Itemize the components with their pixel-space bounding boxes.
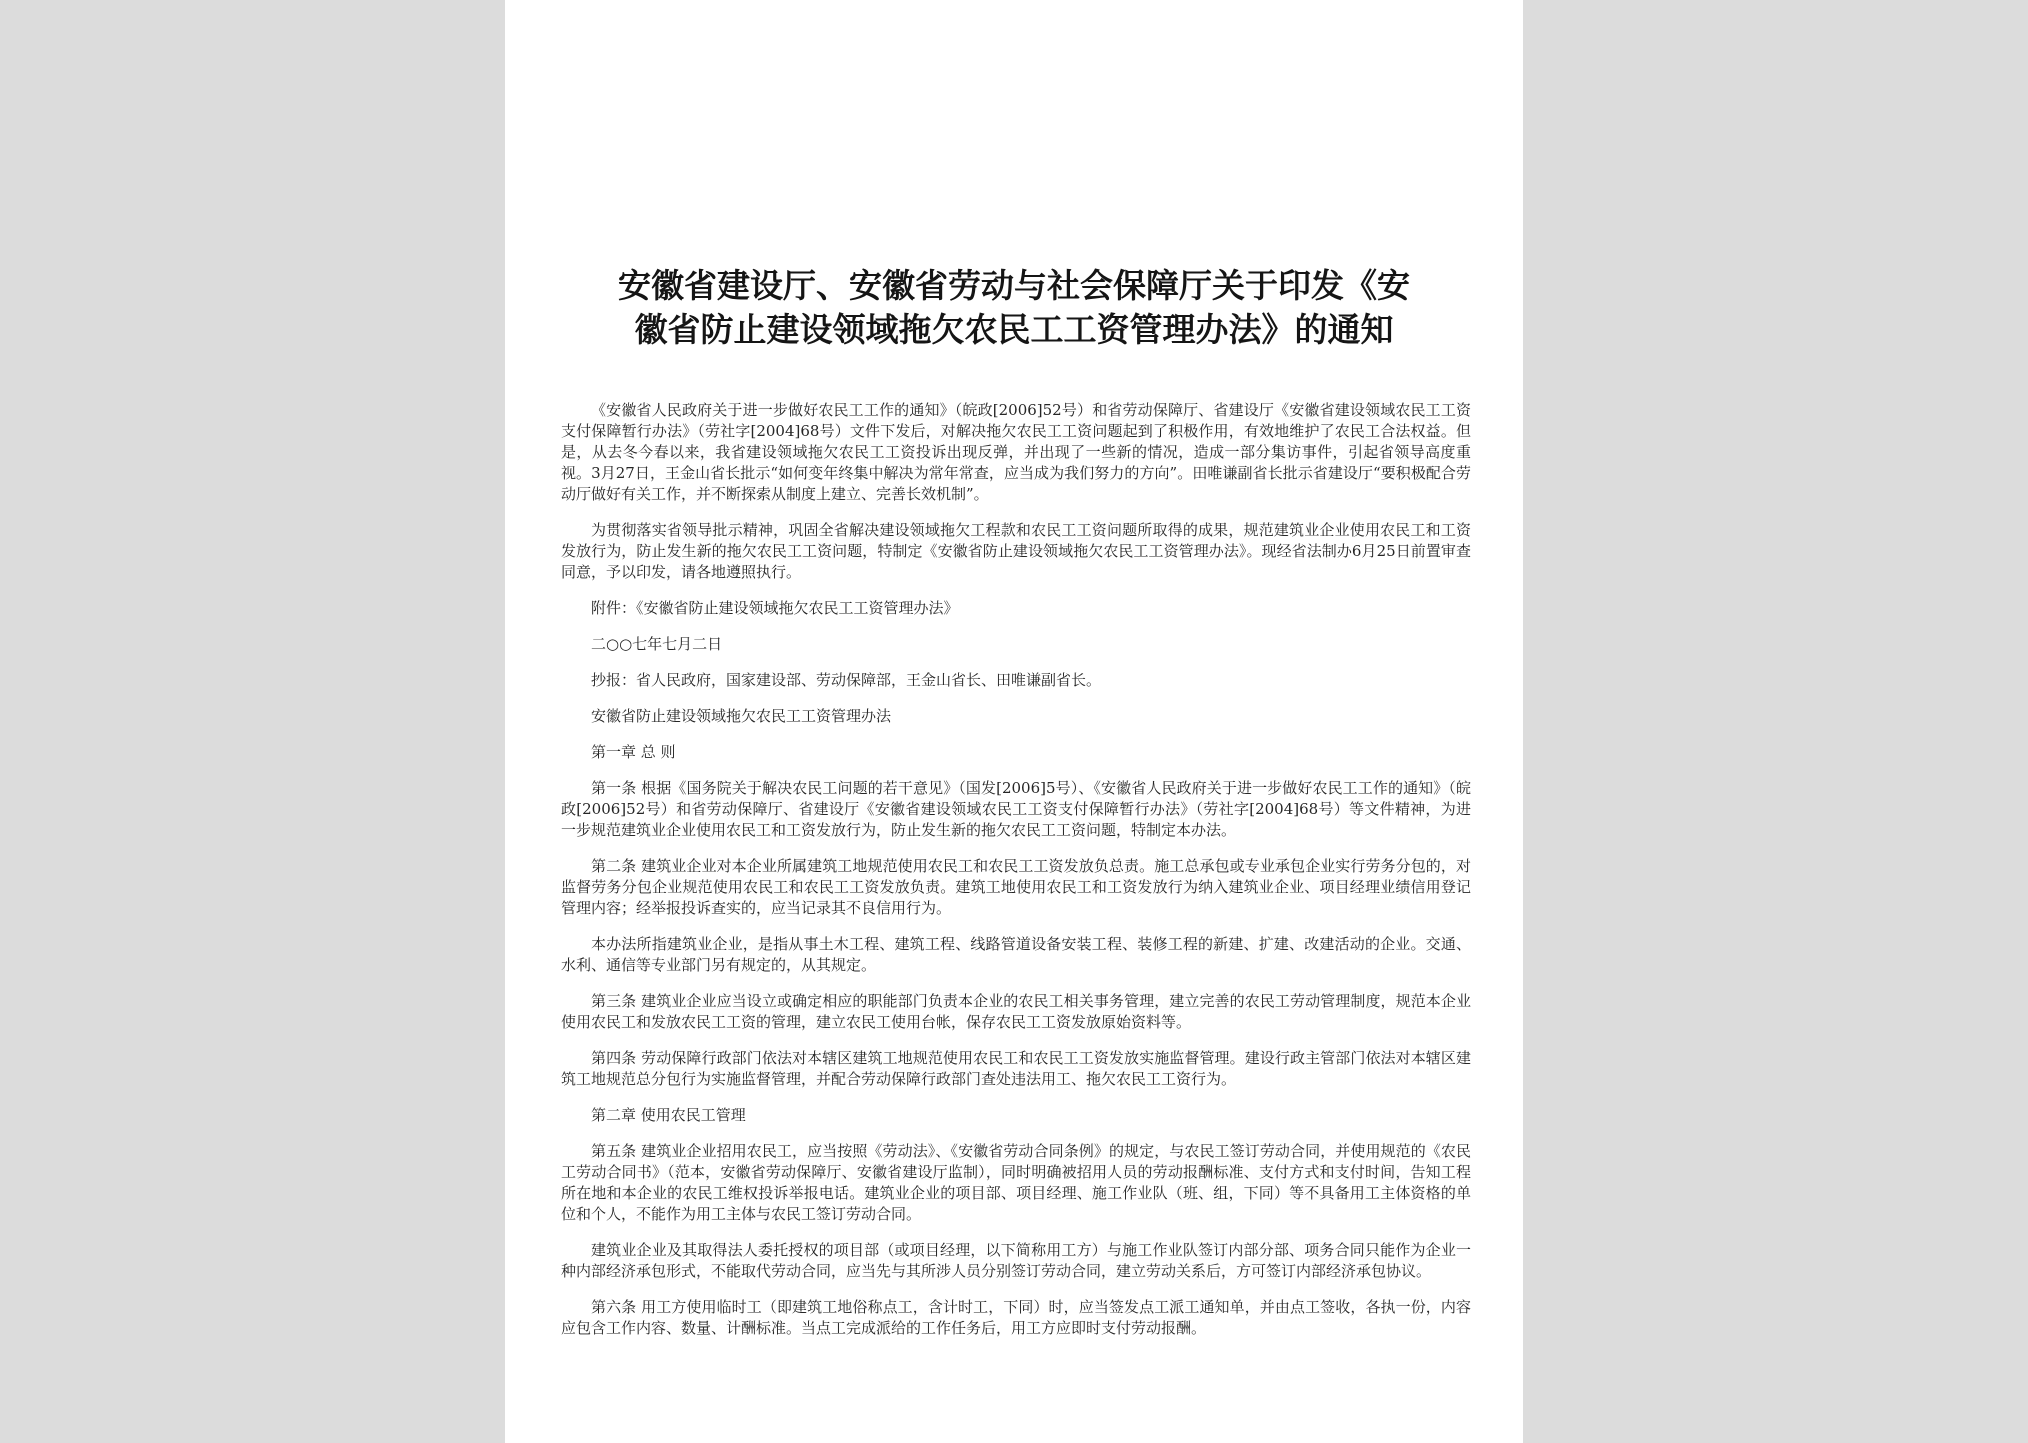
title-line: 徽省防止建设领域拖欠农民工工资管理办法》的通知 <box>634 310 1394 349</box>
cc-line: 抄报：省人民政府，国家建设部、劳动保障部，王金山省长、田唯谦副省长。 <box>591 671 1102 689</box>
article-paragraph: 第三条 建筑业企业应当设立或确定相应的职能部门负责本企业的农民工相关事务管理，建立完善的农民工劳动管理制度，规范本企业使用农民工和发放农民工工资的管理，建立农民工使用台帐，保存农民工工资发放原始资料等。 <box>561 992 1471 1031</box>
document-page <box>505 0 1523 1443</box>
chapter-heading: 第二章 使用农民工管理 <box>591 1106 746 1124</box>
article-paragraph: 第四条 劳动保障行政部门依法对本辖区建筑工地规范使用农民工和农民工工资发放实施监督管理。建设行政主管部门依法对本辖区建筑工地规范总分包行为实施监督管理，并配合劳动保障行政部门查处违法用工、拖欠农民工工资行为。 <box>561 1049 1471 1088</box>
document-title <box>565 264 1463 352</box>
article-paragraph: 本办法所指建筑业企业，是指从事土木工程、建筑工程、线路管道设备安装工程、装修工程的新建、扩建、改建活动的企业。交通、水利、通信等专业部门另有规定的，从其规定。 <box>561 935 1471 974</box>
date-line: 二○○七年七月二日 <box>591 635 723 653</box>
article-paragraph: 第一条 根据《国务院关于解决农民工问题的若干意见》（国发[2006]5号）、《安徽省人民政府关于进一步做好农民工工作的通知》（皖政[2006]52号）和省劳动保障厅、省建设厅《安徽省建设领域农民工工资支付保障暂行办法》（劳社字[2004]68号）等文件精神，为进一步规范建筑业企业使用农民工和工资发放行为，防止发生新的拖欠农民工工资问题，特制定本办法。 <box>561 779 1471 839</box>
article-paragraph: 第二条 建筑业企业对本企业所属建筑工地规范使用农民工和农民工工资发放负总责。施工总承包或专业承包企业实行劳务分包的，对监督劳务分包企业规范使用农民工和农民工工资发放负责。建筑工地使用农民工和工资发放行为纳入建筑业企业、项目经理业绩信用登记管理内容；经举报投诉查实的，应当记录其不良信用行为。 <box>561 857 1471 917</box>
article-paragraph: 第五条 建筑业企业招用农民工，应当按照《劳动法》、《安徽省劳动合同条例》的规定，与农民工签订劳动合同，并使用规范的《农民工劳动合同书》（范本，安徽省劳动保障厅、安徽省建设厅监制），同时明确被招用人员的劳动报酬标准、支付方式和支付时间，告知工程所在地和本企业的农民工维权投诉举报电话。建筑业企业的项目部、项目经理、施工作业队（班、组，下同）等不具备用工主体资格的单位和个人，不能作为用工主体与农民工签订劳动合同。 <box>561 1142 1471 1223</box>
paragraph-purpose: 为贯彻落实省领导批示精神，巩固全省解决建设领域拖欠工程款和农民工工资问题所取得的成果，规范建筑业企业使用农民工和工资发放行为，防止发生新的拖欠农民工工资问题，特制定《安徽省防止建设领域拖欠农民工工资管理办法》。现经省法制办6月25日前置审查同意，予以印发，请各地遵照执行。 <box>561 521 1471 581</box>
document-body <box>561 400 1471 1354</box>
attachment-line: 附件：《安徽省防止建设领域拖欠农民工工资管理办法》 <box>591 599 959 617</box>
article-paragraph: 第六条 用工方使用临时工（即建筑工地俗称点工，含计时工，下同）时，应当签发点工派工通知单，并由点工签收，各执一份，内容应包含工作内容、数量、计酬标准。当点工完成派给的工作任务后，用工方应即时支付劳动报酬。 <box>561 1298 1471 1337</box>
measures-title: 安徽省防止建设领域拖欠农民工工资管理办法 <box>591 707 892 725</box>
paragraph-intro: 《安徽省人民政府关于进一步做好农民工工作的通知》（皖政[2006]52号）和省劳动保障厅、省建设厅《安徽省建设领域农民工工资支付保障暂行办法》（劳社字[2004]68号）文件下发后，对解决拖欠农民工工资问题起到了积极作用，有效地维护了农民工合法权益。但是，从去冬今春以来，我省建设领域拖欠农民工工资投诉出现反弹，并出现了一些新的情况，造成一部分集访事件，引起省领导高度重视。3月27日，王金山省长批示“如何变年终集中解决为常年常查，应当成为我们努力的方向”。田唯谦副省长批示省建设厅“要积极配合劳动厅做好有关工作，并不断探索从制度上建立、完善长效机制”。 <box>561 401 1471 503</box>
chapter-heading: 第一章 总 则 <box>591 743 676 761</box>
title-line: 安徽省建设厅、安徽省劳动与社会保障厅关于印发《安 <box>618 266 1410 305</box>
article-paragraph: 建筑业企业及其取得法人委托授权的项目部（或项目经理，以下简称用工方）与施工作业队签订内部分部、项务合同只能作为企业一种内部经济承包形式，不能取代劳动合同，应当先与其所涉人员分别签订劳动合同，建立劳动关系后，方可签订内部经济承包协议。 <box>561 1241 1471 1280</box>
